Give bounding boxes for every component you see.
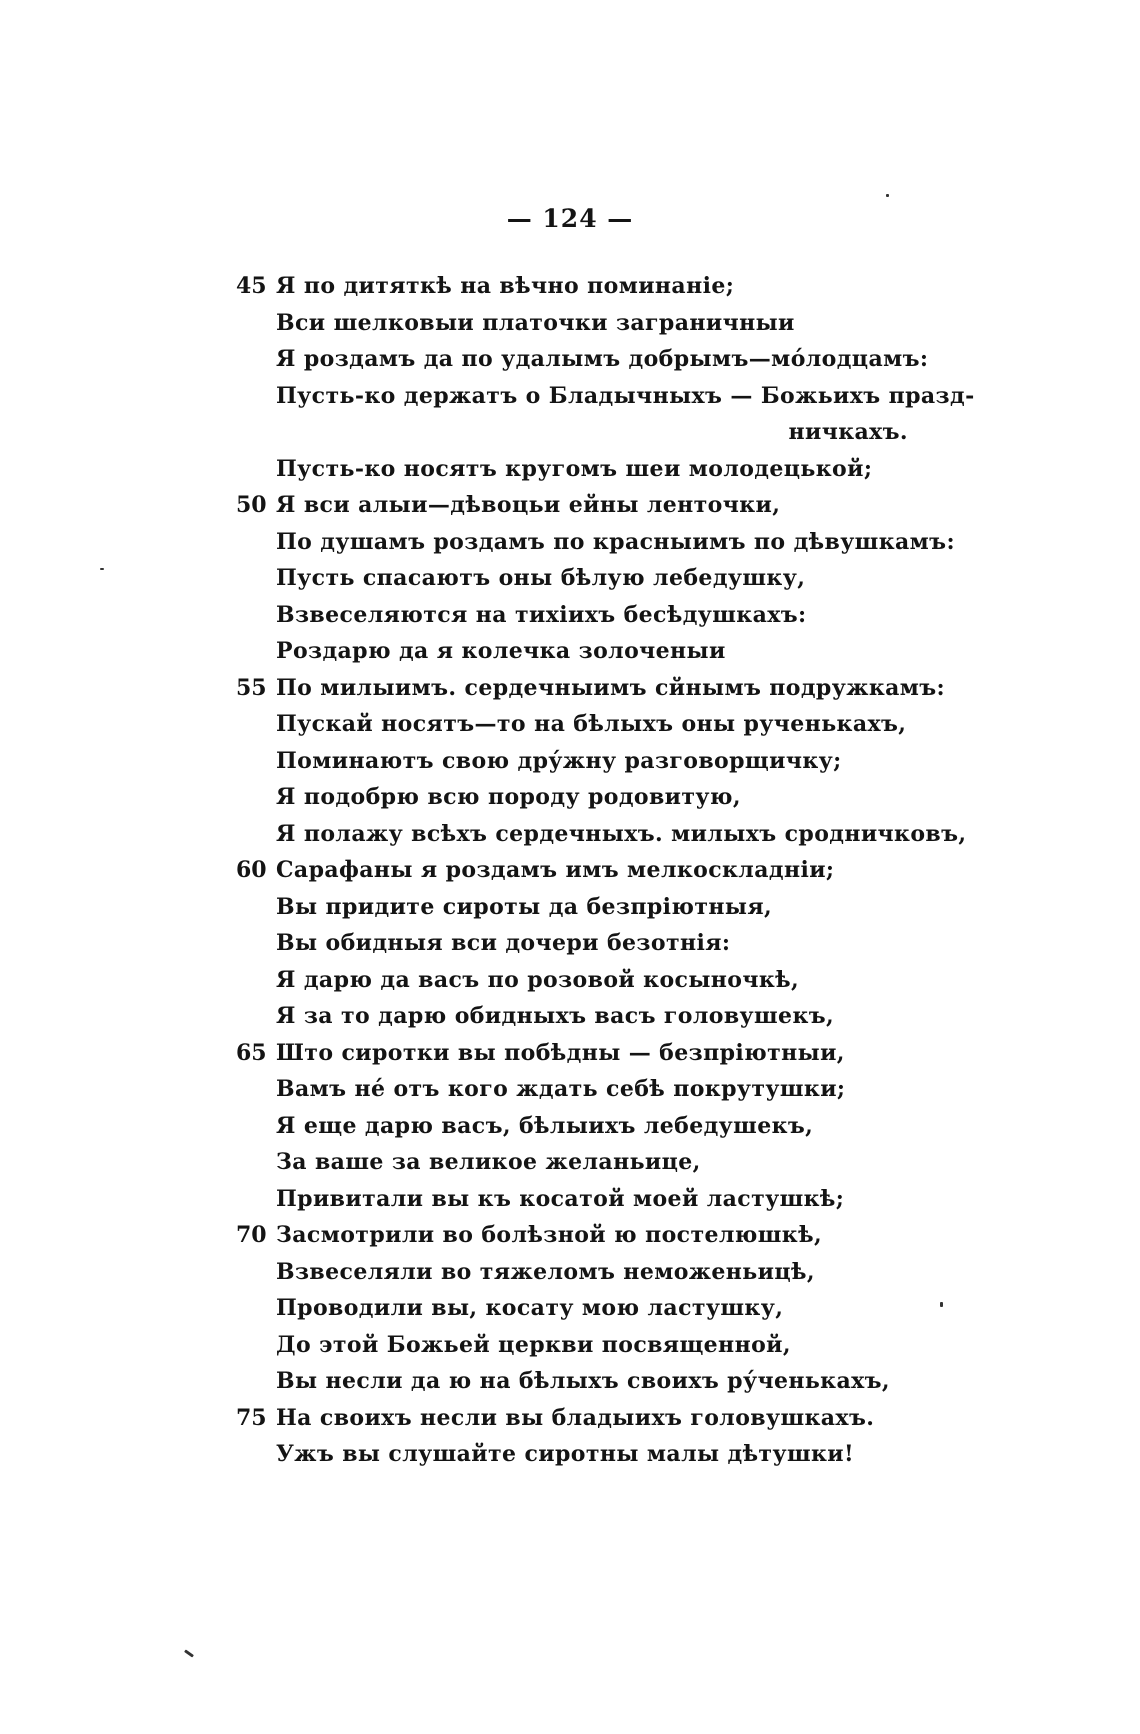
- line-text: Я вси алыи—дѣвоцьи ейны ленточки,: [276, 492, 781, 518]
- poem-line: [0, 414, 1140, 451]
- line-text: По милыимъ. сердечныимъ сйнымъ подружкамъ:: [276, 674, 946, 701]
- line-text: Я за то дарю обидныхъ васъ головушекъ,: [276, 1003, 835, 1029]
- line-text: Ужъ вы слушайте сиротны малы дѣтушки!: [276, 1441, 855, 1467]
- line-text: Вы обидныя вси дочери безотнія:: [276, 930, 731, 956]
- poem-line: [0, 524, 1140, 561]
- line-text: Я по дитяткѣ на вѣчно поминаніе;: [276, 273, 735, 299]
- line-text: Засмотрили во болѣзной ю постелюшкѣ,: [276, 1222, 823, 1248]
- poem-line: [0, 1254, 1140, 1291]
- poem-line: [0, 268, 1140, 305]
- line-number: 60: [236, 857, 267, 883]
- poem-line: [0, 1290, 1140, 1327]
- line-number: 50: [236, 492, 267, 518]
- line-text: Роздарю да я колечка золоченыи: [276, 638, 726, 664]
- line-text: Взвеселяли во тяжеломъ неможеньицѣ,: [276, 1258, 815, 1285]
- line-text: Проводили вы, косату мою ластушку,: [276, 1295, 784, 1321]
- line-text: По душамъ роздамъ по красныимъ по дѣвушкамъ:: [276, 528, 955, 555]
- poem-line: [0, 305, 1140, 342]
- line-text: Я еще дарю васъ, бѣлыихъ лебедушекъ,: [276, 1112, 814, 1139]
- line-text: Привитали вы къ косатой моей ластушкѣ;: [276, 1185, 845, 1212]
- poem-line: [0, 1071, 1140, 1108]
- line-text: ничкахъ.: [788, 419, 908, 445]
- poem-line: [0, 487, 1140, 524]
- line-text: Сарафаны я роздамъ имъ мелкоскладніи;: [276, 857, 835, 883]
- line-text: Вси шелковыи платочки заграничныи: [276, 309, 795, 336]
- line-number: 55: [236, 674, 267, 701]
- poem-line: [0, 633, 1140, 670]
- line-text: Вы несли да ю на бѣлыхъ своихъ ру́ченькахъ,: [276, 1368, 890, 1394]
- line-text: На своихъ несли вы бладыихъ головушкахъ.: [276, 1404, 875, 1431]
- page-number: — 124 —: [506, 204, 634, 233]
- line-text: Вамъ не́ отъ кого ждать себѣ покрутушки;: [276, 1076, 846, 1102]
- poem-line: [0, 1436, 1140, 1473]
- line-text: Поминаютъ свою дру́жну разговорщичку;: [276, 747, 842, 774]
- print-speck: [886, 194, 889, 197]
- poem-line: [0, 1144, 1140, 1181]
- poem-line: [0, 779, 1140, 816]
- line-text: Я подобрю всю породу родовитую,: [276, 784, 741, 810]
- poem-line: [0, 341, 1140, 378]
- poem-line: [0, 998, 1140, 1035]
- line-text: Пускай носятъ—то на бѣлыхъ оны рученькахъ,: [276, 711, 907, 737]
- poem-line: [0, 378, 1140, 415]
- poem-line: [0, 925, 1140, 962]
- print-speck: [940, 1302, 943, 1307]
- line-number: 65: [236, 1039, 267, 1066]
- poem-line: [0, 1400, 1140, 1437]
- line-text: Я полажу всѣхъ сердечныхъ. милыхъ сродничковъ,: [276, 820, 967, 847]
- poem-text: [0, 268, 1140, 1473]
- poem-line: [0, 962, 1140, 999]
- poem-line: [0, 1035, 1140, 1072]
- line-text: Вы придите сироты да безпріютныя,: [276, 893, 773, 920]
- poem-line: [0, 1217, 1140, 1254]
- poem-line: [0, 1181, 1140, 1218]
- line-text: Я роздамъ да по удалымъ добрымъ—мо́лодцамъ:: [276, 346, 929, 372]
- line-text: Я дарю да васъ по розовой косыночкѣ,: [276, 966, 800, 993]
- poem-line: [0, 889, 1140, 926]
- poem-line: [0, 1327, 1140, 1364]
- poem-line: [0, 1363, 1140, 1400]
- poem-line: [0, 670, 1140, 707]
- line-text: Што сиротки вы побѣдны — безпріютныи,: [276, 1039, 845, 1066]
- line-text: Пусть-ко носятъ кругомъ шеи молодецькой;: [276, 455, 873, 482]
- line-text: Взвеселяются на тихіихъ бесѣдушкахъ:: [276, 601, 807, 628]
- line-number: 75: [236, 1404, 267, 1431]
- poem-line: [0, 597, 1140, 634]
- poem-line: [0, 852, 1140, 889]
- poem-line: [0, 560, 1140, 597]
- poem-line: [0, 1108, 1140, 1145]
- line-text: За ваше за великое желаньице,: [276, 1149, 701, 1175]
- print-speck: [184, 1649, 194, 1657]
- line-text: До этой Божьей церкви посвященной,: [276, 1331, 791, 1358]
- line-number: 45: [236, 273, 267, 299]
- line-text: Пусть-ко держатъ о Бладычныхъ — Божьихъ празд-: [276, 382, 975, 409]
- poem-line: [0, 743, 1140, 780]
- line-number: 70: [236, 1222, 267, 1248]
- print-speck: [100, 568, 104, 570]
- poem-line: [0, 816, 1140, 853]
- line-text: Пусть спасаютъ оны бѣлую лебедушку,: [276, 565, 806, 591]
- poem-line: [0, 451, 1140, 488]
- poem-line: [0, 706, 1140, 743]
